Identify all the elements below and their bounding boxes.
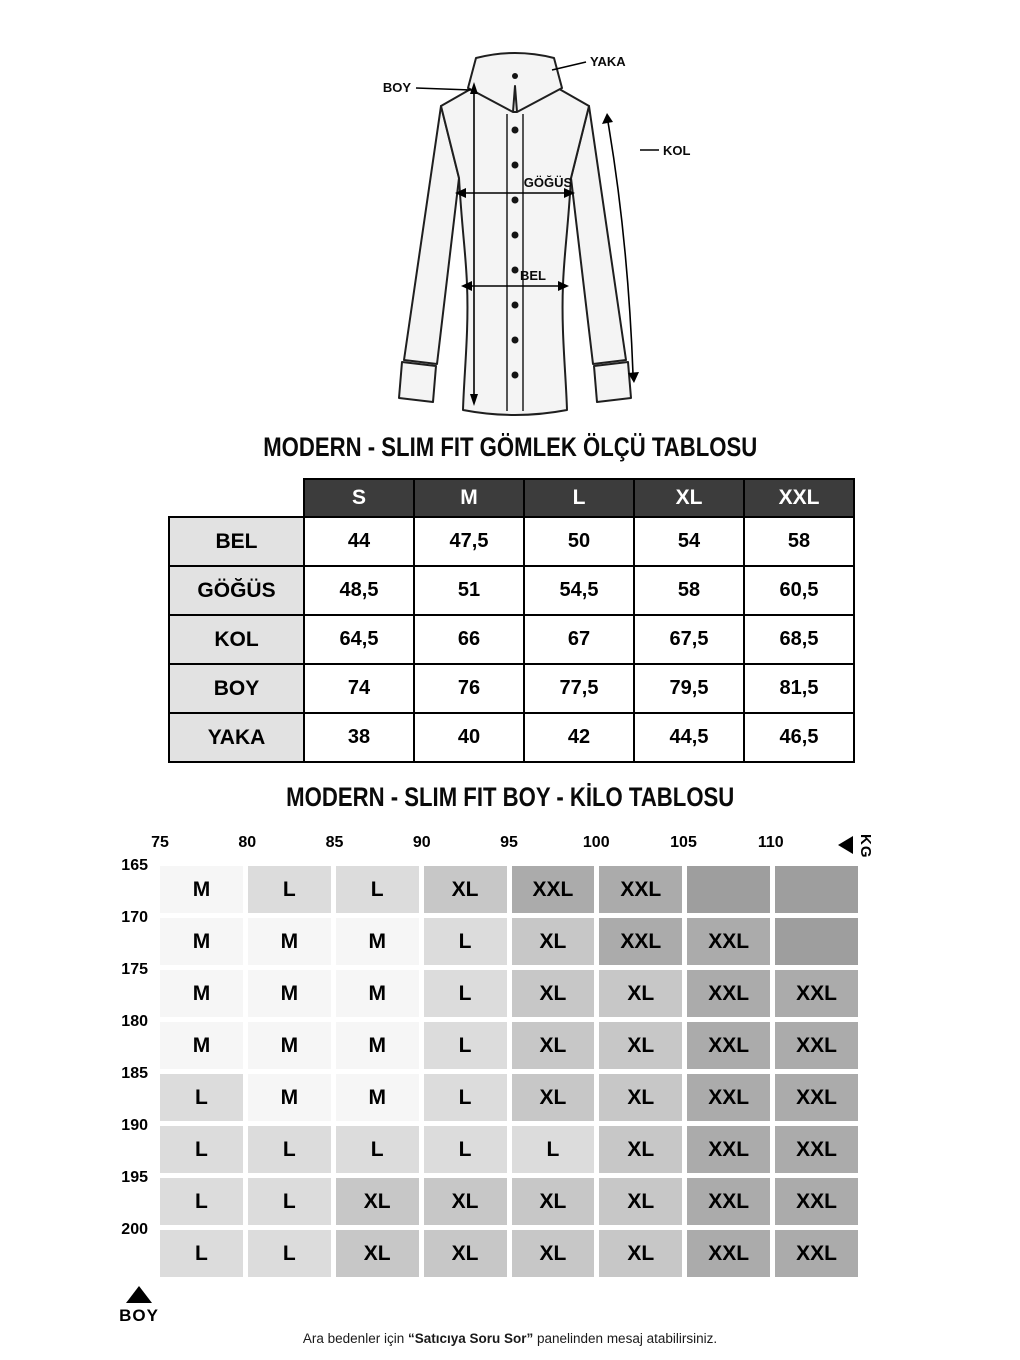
size-cell: L <box>160 1126 243 1173</box>
empty-cell <box>775 866 858 913</box>
height-tick: 180 <box>121 1013 148 1030</box>
size-cell: XL <box>512 970 595 1017</box>
bel-measure-label: BEL <box>520 268 546 283</box>
size-cell: L <box>248 1178 331 1225</box>
shirt-left-cuff <box>399 362 436 402</box>
height-tick: 175 <box>121 961 148 978</box>
shirt-diagram <box>0 30 1020 430</box>
measurement-value-cell: 46,5 <box>744 713 854 762</box>
size-cell: XXL <box>775 1022 858 1069</box>
size-table-header-row <box>169 479 854 517</box>
size-cell: L <box>160 1178 243 1225</box>
footnote <box>0 1331 1020 1346</box>
size-cell: L <box>160 1074 243 1121</box>
kg-tick: 90 <box>412 834 431 851</box>
size-cell: XXL <box>599 918 682 965</box>
measurement-row-label: GÖĞÜS <box>169 566 304 615</box>
size-cell: XXL <box>512 866 595 913</box>
kg-arrow-icon <box>838 836 853 854</box>
size-cell: M <box>248 1022 331 1069</box>
measurement-value-cell: 58 <box>634 566 744 615</box>
size-column-header: S <box>304 479 414 517</box>
yaka-measure-label: YAKA <box>590 54 626 69</box>
size-cell: XL <box>424 1178 507 1225</box>
kg-axis <box>838 836 874 859</box>
boy-axis <box>104 1286 174 1326</box>
boy-measure-label: BOY <box>382 80 412 95</box>
size-cell: XL <box>512 1230 595 1277</box>
size-cell: L <box>512 1126 595 1173</box>
size-column-header: M <box>414 479 524 517</box>
size-cell: XL <box>424 866 507 913</box>
size-cell: M <box>160 918 243 965</box>
size-cell: M <box>160 970 243 1017</box>
size-cell: XL <box>599 1230 682 1277</box>
kg-tick: 95 <box>500 834 518 851</box>
size-cell: XL <box>336 1178 419 1225</box>
height-tick: 170 <box>121 909 148 926</box>
size-cell: XXL <box>775 970 858 1017</box>
size-cell: L <box>248 866 331 913</box>
boy-axis-label: BOY <box>119 1306 159 1325</box>
size-cell: L <box>160 1230 243 1277</box>
size-cell: XL <box>512 918 595 965</box>
kg-axis-ticks <box>151 834 858 854</box>
size-table-title-text: MODERN - SLIM FIT GÖMLEK ÖLÇÜ TABLOSU <box>262 432 757 462</box>
measurement-value-cell: 58 <box>744 517 854 566</box>
size-cell: XXL <box>775 1178 858 1225</box>
size-cell: L <box>336 1126 419 1173</box>
measurement-value-cell: 54 <box>634 517 744 566</box>
measurement-value-cell: 67 <box>524 615 634 664</box>
size-cell: XL <box>424 1230 507 1277</box>
size-table-row <box>169 664 854 713</box>
measurement-value-cell: 50 <box>524 517 634 566</box>
size-cell: XL <box>512 1022 595 1069</box>
size-cell: M <box>248 1074 331 1121</box>
measurement-value-cell: 38 <box>304 713 414 762</box>
size-table-row <box>169 615 854 664</box>
height-tick: 185 <box>121 1065 148 1082</box>
measurement-value-cell: 64,5 <box>304 615 414 664</box>
footnote-bold: “Satıcıya Soru Sor” <box>407 1331 534 1346</box>
measurement-value-cell: 68,5 <box>744 615 854 664</box>
size-cell: XL <box>512 1074 595 1121</box>
size-column-header: L <box>524 479 634 517</box>
measurement-value-cell: 54,5 <box>524 566 634 615</box>
size-cell: M <box>336 1074 419 1121</box>
empty-cell <box>775 918 858 965</box>
empty-cell <box>687 866 770 913</box>
height-tick: 200 <box>121 1221 148 1238</box>
size-table-row <box>169 713 854 762</box>
footnote-suffix: panelinden mesaj atabilirsiniz. <box>533 1331 718 1346</box>
measurement-value-cell: 81,5 <box>744 664 854 713</box>
measurement-value-cell: 76 <box>414 664 524 713</box>
size-cell: M <box>248 970 331 1017</box>
size-cell: L <box>424 1022 507 1069</box>
kg-tick: 80 <box>238 834 257 851</box>
measurement-row-label: BEL <box>169 517 304 566</box>
size-cell: XXL <box>775 1230 858 1277</box>
size-cell: L <box>248 1126 331 1173</box>
size-cell: XXL <box>687 970 770 1017</box>
size-cell: M <box>160 866 243 913</box>
size-cell: XXL <box>775 1074 858 1121</box>
size-cell: L <box>336 866 419 913</box>
matrix-table-title-text: MODERN - SLIM FIT BOY - KİLO TABLOSU <box>285 782 735 812</box>
height-tick: 165 <box>121 857 148 874</box>
kg-axis-label: KG <box>857 834 874 859</box>
kol-measure-label: KOL <box>663 143 691 158</box>
measurement-value-cell: 77,5 <box>524 664 634 713</box>
size-cell: XL <box>512 1178 595 1225</box>
size-table-body <box>169 517 854 762</box>
size-cell: XL <box>599 1178 682 1225</box>
boy-arrow-icon <box>126 1286 152 1303</box>
measurement-value-cell: 60,5 <box>744 566 854 615</box>
kg-tick: 85 <box>325 834 344 851</box>
matrix-table-title <box>0 782 1020 813</box>
size-table <box>168 478 855 763</box>
size-cell: M <box>336 1022 419 1069</box>
height-tick: 190 <box>121 1117 148 1134</box>
size-cell: L <box>424 918 507 965</box>
measurement-value-cell: 51 <box>414 566 524 615</box>
measurement-row-label: BOY <box>169 664 304 713</box>
size-table-title <box>0 432 1020 463</box>
size-cell: XXL <box>687 918 770 965</box>
boy-pointer-line <box>416 88 471 90</box>
size-cell: XXL <box>687 1126 770 1173</box>
kg-tick: 105 <box>670 834 697 851</box>
size-cell: XXL <box>687 1230 770 1277</box>
size-cell: L <box>424 1126 507 1173</box>
size-table-corner-cell <box>169 479 304 517</box>
size-cell: XXL <box>687 1178 770 1225</box>
size-column-header: XXL <box>744 479 854 517</box>
kg-tick: 75 <box>151 834 169 851</box>
height-axis-ticks <box>100 857 148 1286</box>
size-cell: M <box>336 970 419 1017</box>
size-table-row <box>169 517 854 566</box>
kg-tick: 100 <box>582 834 610 851</box>
size-cell: M <box>248 918 331 965</box>
size-cell: XXL <box>687 1022 770 1069</box>
size-cell: XL <box>599 1022 682 1069</box>
size-cell: L <box>424 970 507 1017</box>
size-cell: M <box>160 1022 243 1069</box>
gogus-measure-label: GÖĞÜS <box>523 175 573 190</box>
height-tick: 195 <box>121 1169 148 1186</box>
size-cell: XL <box>599 1074 682 1121</box>
height-weight-grid <box>160 866 858 1277</box>
footnote-prefix: Ara bedenler için <box>302 1331 408 1346</box>
size-column-header: XL <box>634 479 744 517</box>
size-cell: L <box>424 1074 507 1121</box>
size-cell: XXL <box>687 1074 770 1121</box>
measurement-row-label: KOL <box>169 615 304 664</box>
measurement-value-cell: 44,5 <box>634 713 744 762</box>
measurement-value-cell: 48,5 <box>304 566 414 615</box>
size-cell: XL <box>599 1126 682 1173</box>
size-cell: M <box>336 918 419 965</box>
measurement-value-cell: 47,5 <box>414 517 524 566</box>
size-cell: L <box>248 1230 331 1277</box>
size-cell: XL <box>599 970 682 1017</box>
size-cell: XXL <box>775 1126 858 1173</box>
size-table-row <box>169 566 854 615</box>
measurement-value-cell: 42 <box>524 713 634 762</box>
measurement-value-cell: 79,5 <box>634 664 744 713</box>
shirt-right-cuff <box>594 362 631 402</box>
measurement-value-cell: 67,5 <box>634 615 744 664</box>
size-cell: XL <box>336 1230 419 1277</box>
kg-tick: 110 <box>757 834 784 851</box>
measurement-value-cell: 66 <box>414 615 524 664</box>
measurement-value-cell: 44 <box>304 517 414 566</box>
size-cell: XXL <box>599 866 682 913</box>
measurement-row-label: YAKA <box>169 713 304 762</box>
measurement-value-cell: 74 <box>304 664 414 713</box>
measurement-value-cell: 40 <box>414 713 524 762</box>
